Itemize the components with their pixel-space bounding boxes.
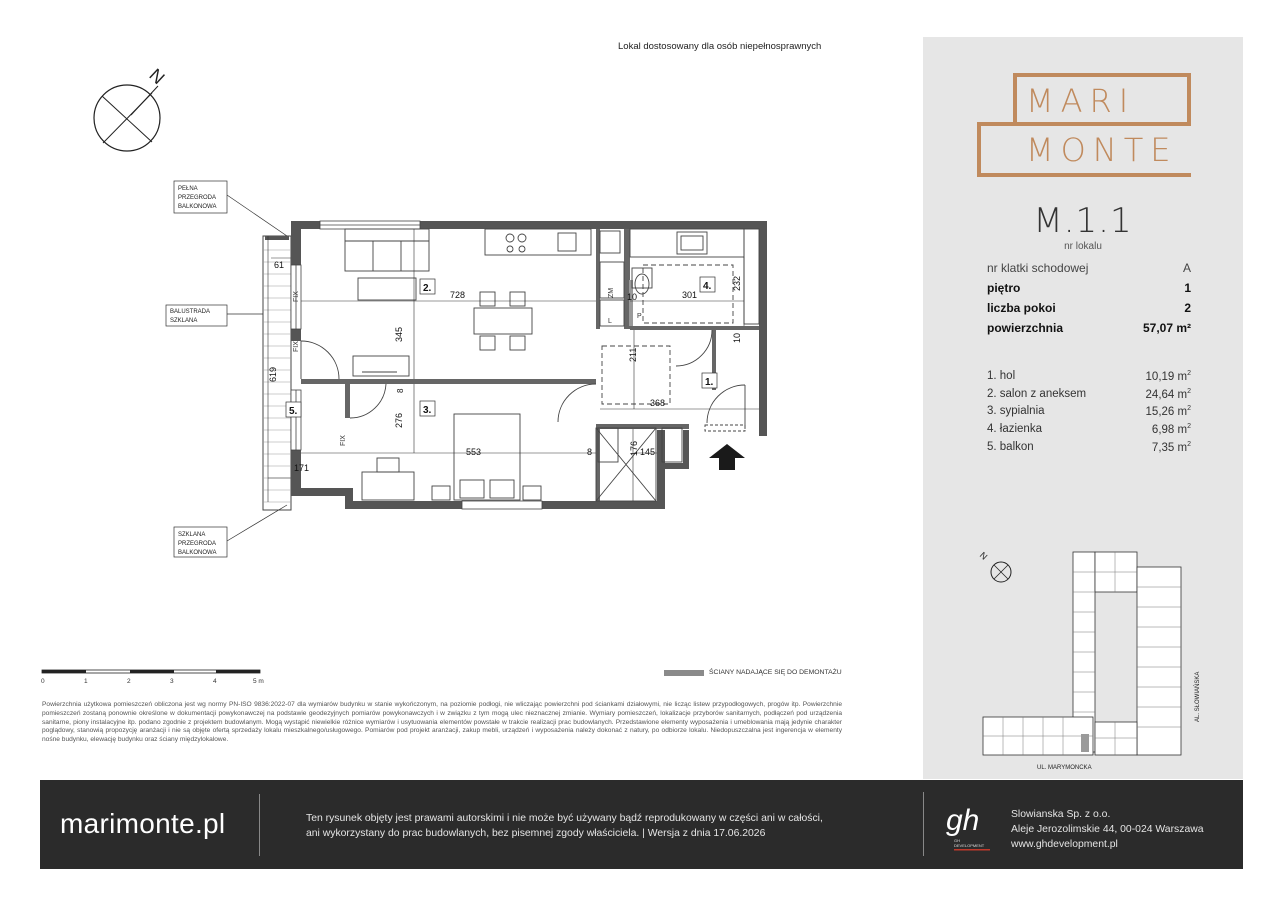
unit-code-caption: nr lokalu bbox=[1064, 241, 1102, 252]
svg-text:L: L bbox=[608, 318, 612, 325]
svg-text:211: 211 bbox=[628, 347, 638, 362]
svg-text:FIX: FIX bbox=[340, 435, 347, 446]
windows bbox=[291, 221, 542, 509]
room-area-list bbox=[987, 370, 1191, 458]
scale-tick-1: 1 bbox=[84, 678, 88, 685]
svg-text:BALKONOWA: BALKONOWA bbox=[178, 550, 217, 556]
bathroom-fixtures bbox=[600, 229, 759, 404]
svg-text:GH: GH bbox=[954, 838, 960, 843]
svg-text:BALUSTRADA: BALUSTRADA bbox=[170, 309, 211, 315]
footer-bar bbox=[40, 780, 1243, 869]
demolition-legend-label: ŚCIANY NADAJĄCE SIĘ DO DEMONTAŻU bbox=[709, 669, 842, 676]
svg-text:ZM: ZM bbox=[608, 287, 615, 298]
scale-tick-5: 5 m bbox=[253, 678, 264, 685]
svg-text:PRZEGRODA: PRZEGRODA bbox=[178, 195, 217, 201]
property-rooms-count: liczba pokoi 2 bbox=[987, 301, 1191, 315]
svg-text:61: 61 bbox=[274, 260, 285, 270]
entrance-arrow-icon bbox=[709, 444, 745, 470]
street-marymoncka: UL. MARYMONCKA bbox=[1037, 765, 1092, 771]
company-name: Slowianska Sp. z o.o. bbox=[1011, 809, 1111, 820]
unit-code: M.1.1 bbox=[1033, 201, 1133, 241]
room-row-bathroom: 4. łazienka 6,98 $m^2$ bbox=[987, 423, 1191, 436]
exterior-walls bbox=[291, 221, 767, 509]
property-staircase: nr klatki schodowej A bbox=[987, 261, 1191, 275]
callout-full-partition bbox=[174, 181, 227, 213]
svg-text:345: 345 bbox=[394, 326, 404, 342]
footer-company-info bbox=[1011, 807, 1204, 852]
company-address: Aleje Jerozolimskie 44, 00-024 Warszawa bbox=[1011, 824, 1204, 836]
mari-monte-logo bbox=[977, 73, 1191, 177]
svg-text:10: 10 bbox=[627, 292, 638, 302]
footer-copyright bbox=[306, 811, 846, 841]
scale-tick-2: 2 bbox=[127, 678, 131, 685]
scale-tick-4: 4 bbox=[213, 678, 217, 685]
scale-tick-0: 0 bbox=[41, 678, 45, 685]
room-row-living: 2. salon z aneksem 24,64 $m^2$ bbox=[987, 387, 1191, 401]
svg-text:301: 301 bbox=[682, 290, 698, 300]
svg-text:368: 368 bbox=[650, 398, 666, 408]
svg-text:176: 176 bbox=[629, 440, 639, 456]
svg-text:8: 8 bbox=[396, 388, 405, 393]
svg-text:3.: 3. bbox=[423, 405, 432, 416]
svg-text:gh: gh bbox=[946, 804, 980, 837]
svg-text:2.: 2. bbox=[423, 283, 432, 294]
svg-text:145: 145 bbox=[640, 447, 656, 457]
callout-glass-partition bbox=[174, 527, 227, 557]
unit-highlight bbox=[1081, 734, 1089, 752]
fixture-labels bbox=[293, 288, 642, 446]
copyright-line-1: Ten rysunek objęty jest prawami autorskimi i nie może być używany bądź reprodukowany w części ani w całości, bbox=[306, 813, 823, 824]
accessible-unit-note: Lokal dostosowany dla osób niepełnosprawnych bbox=[618, 41, 822, 52]
logo-word-mari: MARI bbox=[1026, 82, 1136, 120]
property-total-area: powierzchnia 57,07 m² bbox=[987, 321, 1191, 335]
interior-walls bbox=[301, 229, 759, 501]
footer-divider-left bbox=[259, 794, 260, 856]
svg-text:276: 276 bbox=[394, 412, 404, 428]
svg-text:232: 232 bbox=[732, 275, 742, 291]
svg-text:FIX: FIX bbox=[293, 341, 300, 352]
room-row-hall: 1. hol 10,19 $m^2$ bbox=[987, 370, 1191, 383]
compass-icon bbox=[94, 85, 160, 151]
svg-text:5.: 5. bbox=[289, 406, 298, 417]
svg-text:PRZEGRODA: PRZEGRODA bbox=[178, 541, 217, 547]
svg-text:FIX: FIX bbox=[293, 291, 300, 302]
footer-website-link[interactable]: marimonte.pl bbox=[60, 808, 226, 839]
svg-text:728: 728 bbox=[450, 290, 466, 300]
svg-text:SZKLANA: SZKLANA bbox=[170, 318, 198, 324]
property-floor: piętro 1 bbox=[987, 281, 1191, 295]
building-footprint bbox=[983, 552, 1181, 755]
svg-text:1.: 1. bbox=[705, 377, 714, 388]
company-website-link[interactable]: www.ghdevelopment.pl bbox=[1011, 839, 1118, 851]
svg-text:619: 619 bbox=[268, 366, 278, 382]
area-disclaimer: Powierzchnia użytkowa pomieszczeń obliczona jest wg normy PN-ISO 9836:2022-07 dla wymiarów budynku w stanie wykończonym, na poziomie podłogi, nie wliczając powierzchni pod ściankami działowymi, nie licząc listew przypodłogowych, progów itp. Powierzchnie pomieszczeń zostaną ponownie określone w dokumentacji powykonawczej na podstawie geodezyjnych pomiarów powykonawczych i w związku z tym mogą ulec nieznacznej zmianie. Wymiary pomieszczeń, lokalizacje przyborów sanitarnych, podłączeń pod urządzenia sanitarne, piony instalacyjne itp. podano zgodnie z projektem budowlanym. Mogą wystąpić niewielkie różnice wymiarów i usytuowania elementów powstałe w trakcie realizacji prac budowlanych. Przedstawione elementy wyposażenia i umeblowania mają jedynie charakter poglądowy, stanowią propozycję aranżacji i nie są objęte ofertą sprzedaży lokalu mieszkalnego/usługowego. Pomiarów pod projekt aranżacji, zakup mebli, urządzeń i wyposażenia należy dokonać z natury, po odbiorze lokalu. Niedopuszczalna jest ingerencja w elementy nośne budynku, elewację budynku oraz ściany międzylokalowe. bbox=[42, 701, 842, 744]
scale-bar bbox=[40, 668, 270, 690]
svg-text:553: 553 bbox=[466, 447, 482, 457]
room-row-bedroom: 3. sypialnia 15,26 $m^2$ bbox=[987, 405, 1191, 419]
living-furniture bbox=[345, 229, 620, 376]
footer-divider-right bbox=[923, 792, 924, 856]
svg-text:BALKONOWA: BALKONOWA bbox=[178, 204, 217, 210]
unit-info-panel bbox=[923, 37, 1243, 779]
svg-text:SZKLANA: SZKLANA bbox=[178, 532, 206, 538]
north-label: N bbox=[145, 64, 169, 89]
logo-word-monte: MONTE bbox=[1026, 131, 1178, 169]
svg-text:PEŁNA: PEŁNA bbox=[178, 186, 198, 192]
demolition-legend-swatch bbox=[664, 670, 704, 676]
gh-development-logo bbox=[942, 794, 998, 854]
site-map bbox=[963, 542, 1243, 777]
street-slowianska: AL. SŁOWIAŃSKA bbox=[1195, 671, 1201, 722]
copyright-line-2: ani wykorzystany do prac budowlanych, bez pisemnej zgody właściciela. | Wersja z dnia 17.06.2026 bbox=[306, 828, 766, 840]
svg-text:DEVELOPMENT: DEVELOPMENT bbox=[954, 843, 985, 848]
svg-text:P: P bbox=[637, 313, 642, 320]
site-compass-icon bbox=[991, 562, 1011, 582]
svg-text:4.: 4. bbox=[703, 281, 712, 292]
scale-tick-3: 3 bbox=[170, 678, 174, 685]
svg-text:8: 8 bbox=[587, 447, 593, 457]
callout-glass-railing bbox=[166, 305, 227, 326]
room-number-labels bbox=[286, 277, 717, 417]
svg-text:171: 171 bbox=[294, 463, 310, 473]
room-row-balcony: 5. balkon 7,35 $m^2$ bbox=[987, 440, 1191, 454]
svg-text:10: 10 bbox=[732, 332, 742, 343]
site-north-label: N bbox=[977, 550, 990, 562]
